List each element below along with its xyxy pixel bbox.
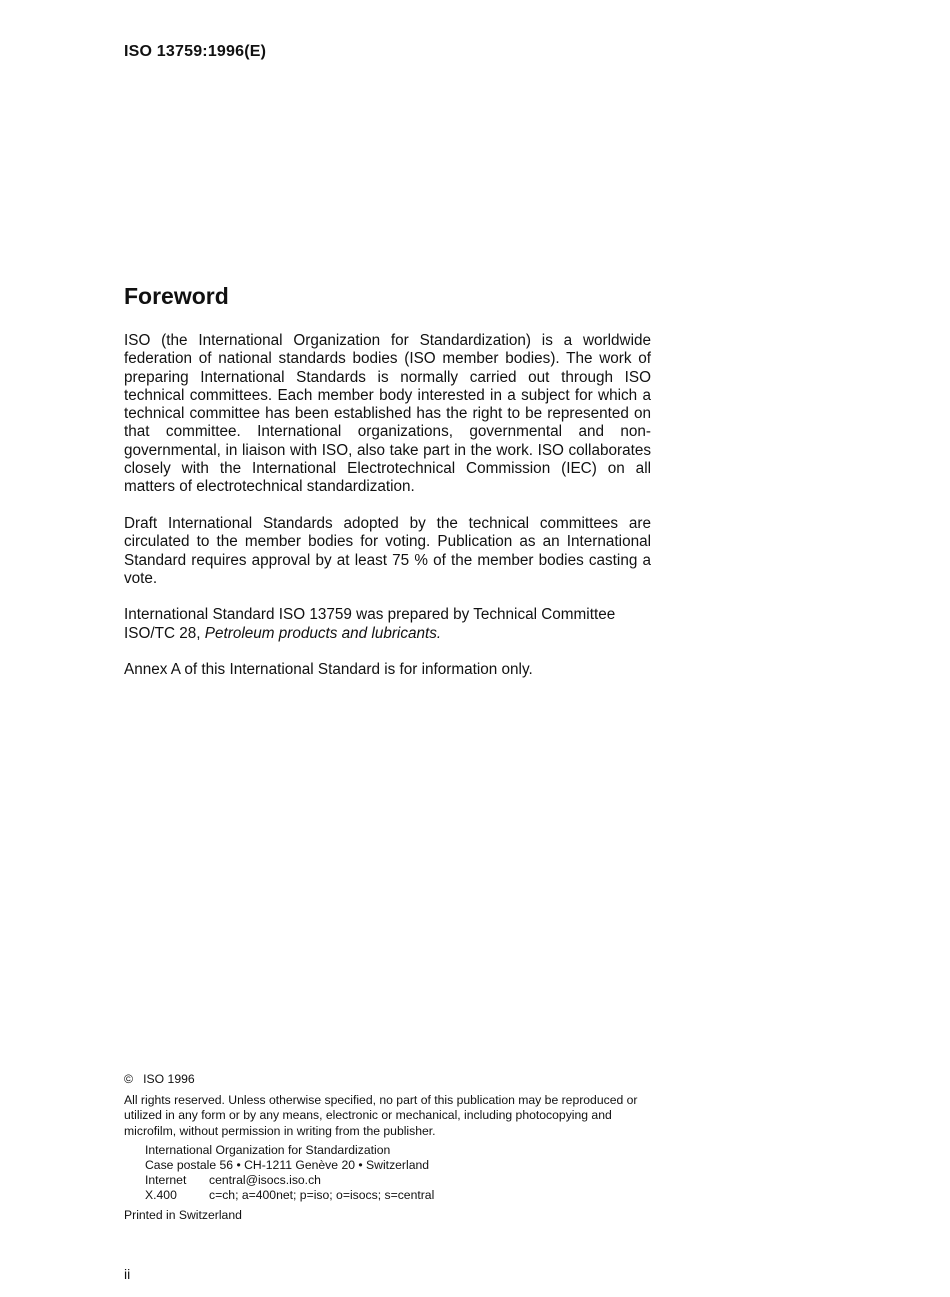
publisher-address	[145, 1143, 664, 1204]
copyright-line	[124, 1072, 664, 1087]
foreword-paragraph-2: Draft International Standards adopted by the technical committees are circulated to the member bodies for voting. Publication as an International Standard requires approval by at least 75 % of the member bodies casting a vote.	[124, 514, 651, 587]
internet-address: central@isocs.iso.ch	[209, 1173, 321, 1188]
printed-in: Printed in Switzerland	[124, 1207, 242, 1222]
organization-name: International Organization for Standardization	[145, 1142, 391, 1157]
x400-row	[145, 1188, 664, 1203]
committee-title-italic: Petroleum products and lubricants.	[204, 624, 442, 642]
copyright-icon: ©	[124, 1072, 133, 1086]
foreword-title: Foreword	[124, 283, 229, 309]
page-number: ii	[124, 1266, 131, 1282]
copyright-block	[124, 1072, 664, 1223]
x400-address: c=ch; a=400net; p=iso; o=isocs; s=central	[209, 1188, 435, 1203]
rights-statement: All rights reserved. Unless otherwise specified, no part of this publication may be reproduced or utilized in any form or by any means, electronic or mechanical, including photocopying and microfilm, without permission in writing from the publisher.	[124, 1093, 638, 1138]
postal-address: Case postale 56 • CH-1211 Genève 20 • Switzerland	[145, 1158, 430, 1173]
copyright-year: ISO 1996	[143, 1072, 195, 1086]
foreword-body	[124, 332, 651, 698]
internet-row	[145, 1173, 664, 1188]
foreword-paragraph-1: ISO (the International Organization for Standardization) is a worldwide federation of national standards bodies (ISO member bodies). The work of preparing International Standards is normally carried out through ISO technical committees. Each member body interested in a subject for which a technical committee has been established has the right to be represented on that committee. International organizations, governmental and non-governmental, in liaison with ISO, also take part in the work. ISO collaborates closely with the International Electrotechnical Commission (IEC) on all matters of electrotechnical standardization.	[124, 332, 651, 496]
x400-label: X.400	[145, 1188, 177, 1203]
foreword-paragraph-4: Annex A of this International Standard is for information only.	[124, 661, 533, 679]
internet-label: Internet	[145, 1173, 187, 1188]
foreword-paragraph-3	[124, 606, 651, 643]
paragraph-3-text: International Standard ISO 13759 was prepared by Technical Committee ISO/TC 28,	[124, 606, 616, 642]
document-id-header: ISO 13759:1996(E)	[124, 43, 267, 60]
